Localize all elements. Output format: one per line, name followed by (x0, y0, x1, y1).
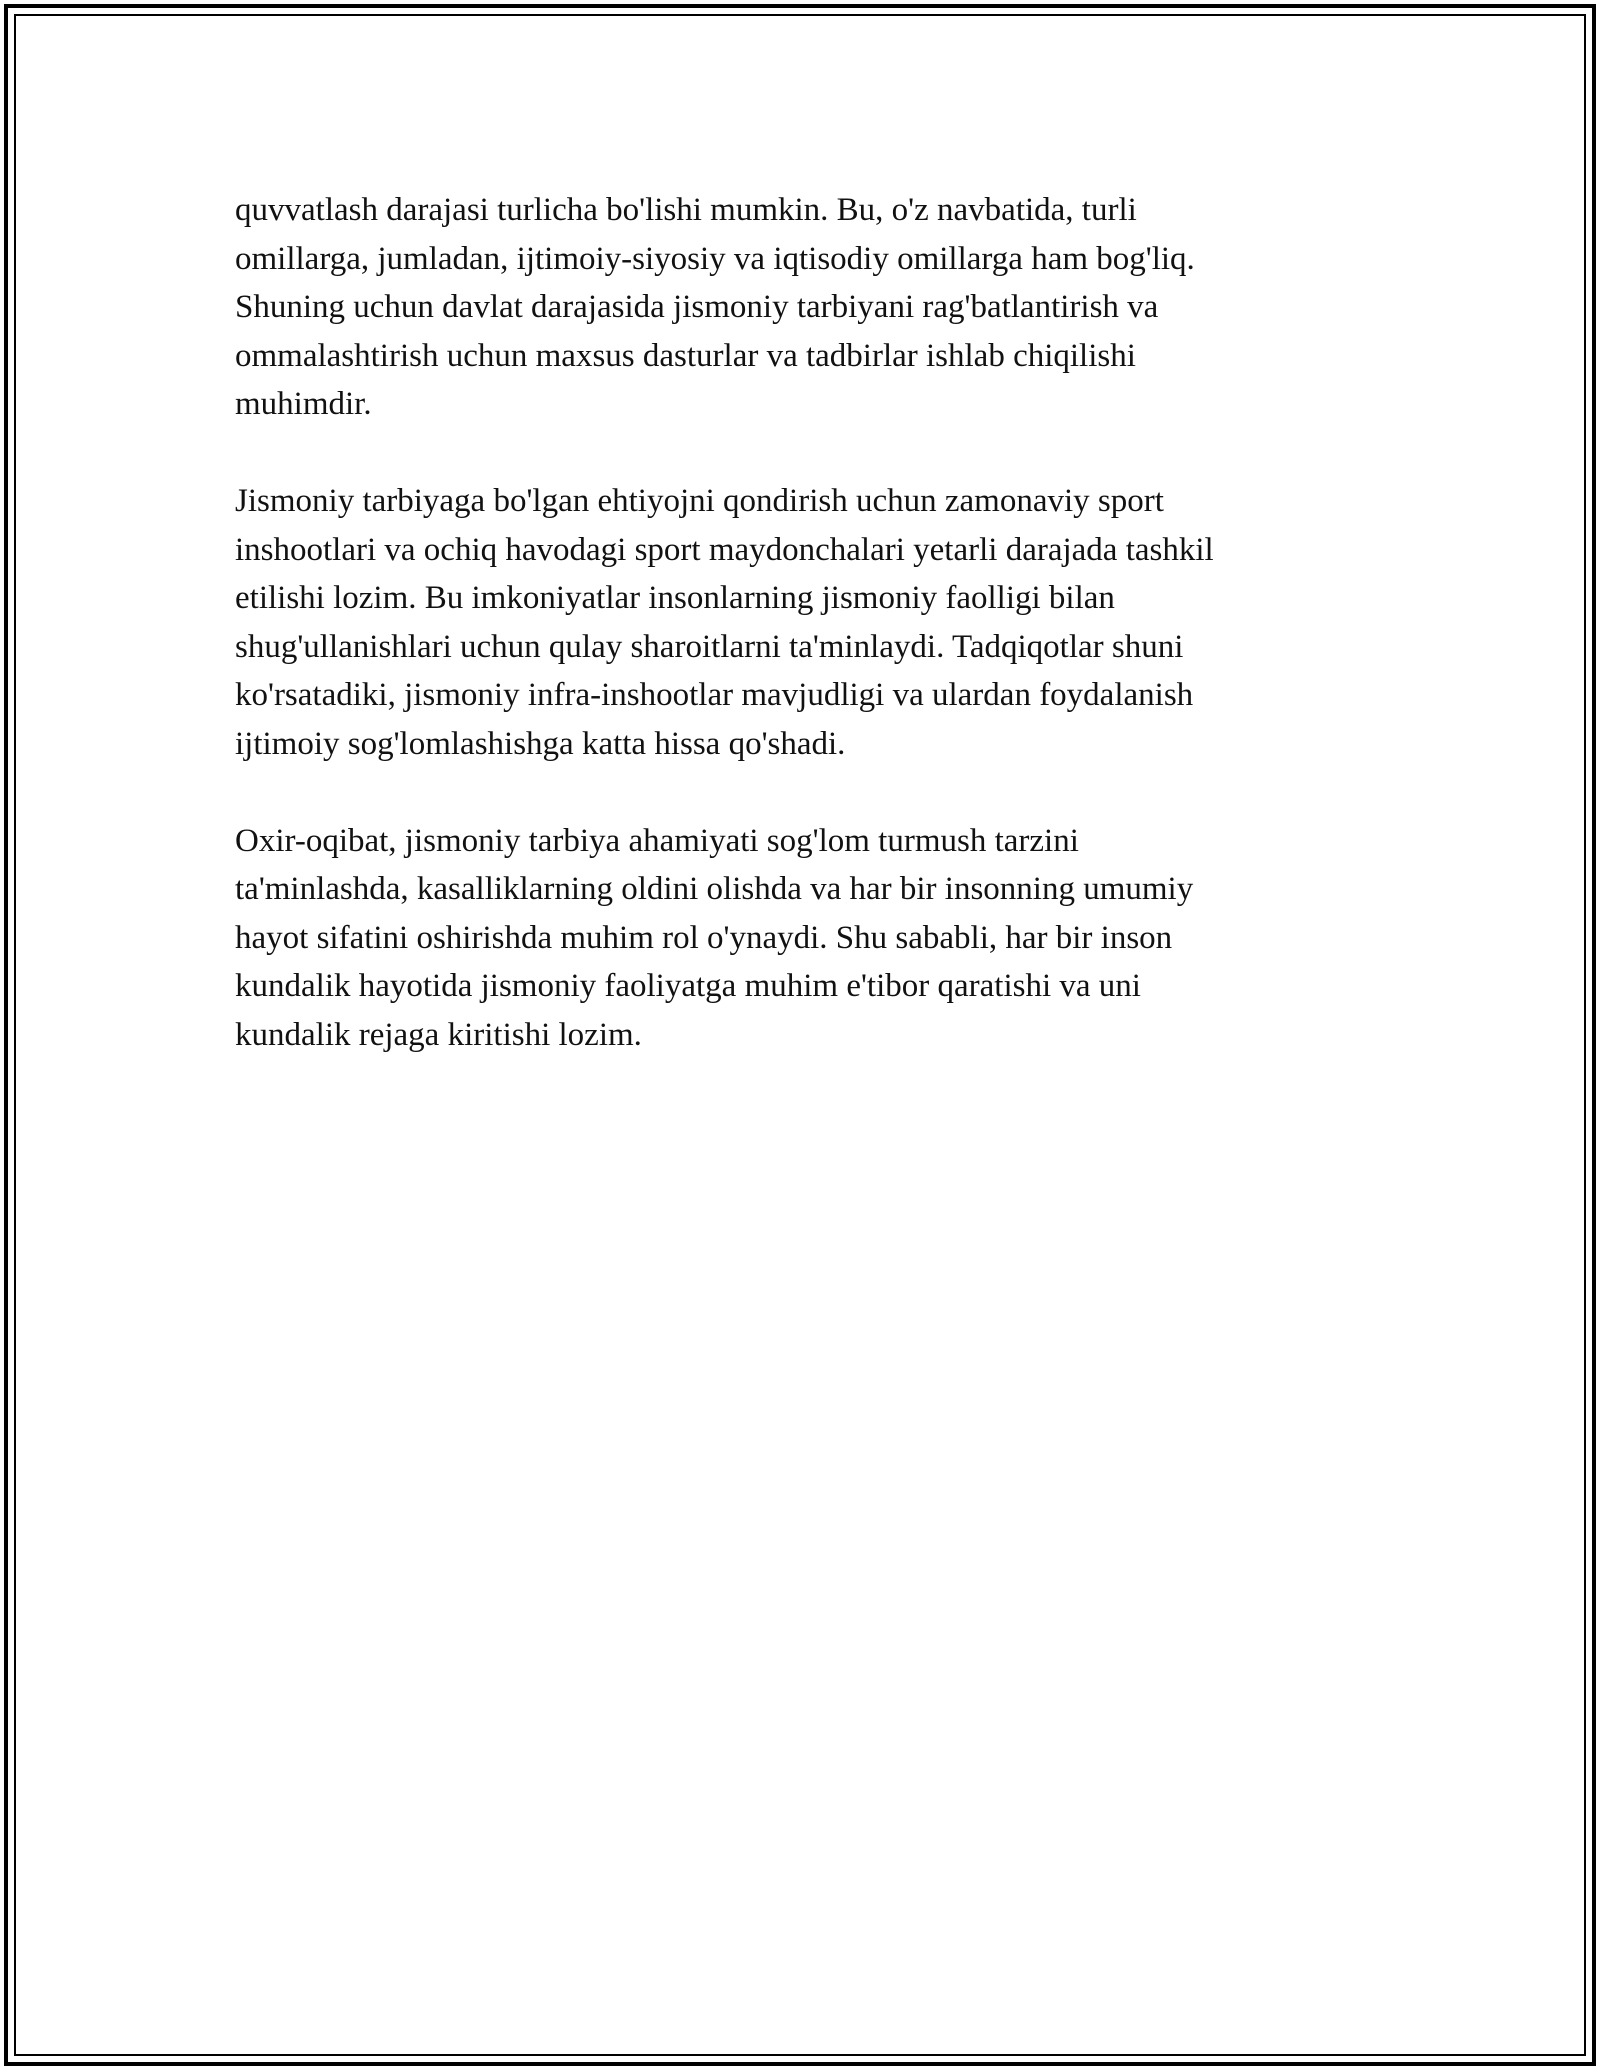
text-line: shug'ullanishlari uchun qulay sharoitlarni ta'minlaydi. Tadqiqotlar shuni (235, 628, 1184, 665)
text-line: ijtimoiy sog'lomlashishga katta hissa qo'shadi. (235, 725, 846, 762)
text-line: kundalik rejaga kiritishi lozim. (235, 1016, 642, 1053)
text-line: Oxir-oqibat, jismoniy tarbiya ahamiyati sog'lom turmush tarzini (235, 822, 1079, 859)
text-line: Jismoniy tarbiyaga bo'lgan ehtiyojni qondirish uchun zamonaviy sport (235, 483, 1164, 519)
text-line: kundalik hayotida jismoniy faoliyatga muhim e'tibor qaratishi va uni (235, 968, 1141, 1004)
text-line: quvvatlash darajasi turlicha bo'lishi mumkin. Bu, o'z navbatida, turli (235, 192, 1137, 228)
paragraph-3 (235, 817, 1345, 1060)
text-line: etilishi lozim. Bu imkoniyatlar insonlarning jismoniy faolligi bilan (235, 580, 1115, 616)
text-line: hayot sifatini oshirishda muhim rol o'ynaydi. Shu sababli, har bir inson (235, 919, 1173, 956)
text-line: omillarga, jumladan, ijtimoiy-siyosiy va iqtisodiy omillarga ham bog'liq. (235, 240, 1195, 277)
text-line: ommalashtirish uchun maxsus dasturlar va tadbirlar ishlab chiqilishi (235, 337, 1136, 374)
text-line: Shuning uchun davlat darajasida jismoniy tarbiyani rag'batlantirish va (235, 289, 1159, 325)
document-body (235, 186, 1345, 1108)
paragraph-1 (235, 186, 1345, 429)
text-line: inshootlari va ochiq havodagi sport maydonchalari yetarli darajada tashkil (235, 531, 1214, 568)
text-line: ta'minlashda, kasalliklarning oldini olishda va har bir insonning umumiy (235, 871, 1194, 907)
text-line: muhimdir. (235, 386, 372, 422)
text-line: ko'rsatadiki, jismoniy infra-inshootlar mavjudligi va ulardan foydalanish (235, 677, 1194, 713)
paragraph-2 (235, 477, 1345, 768)
